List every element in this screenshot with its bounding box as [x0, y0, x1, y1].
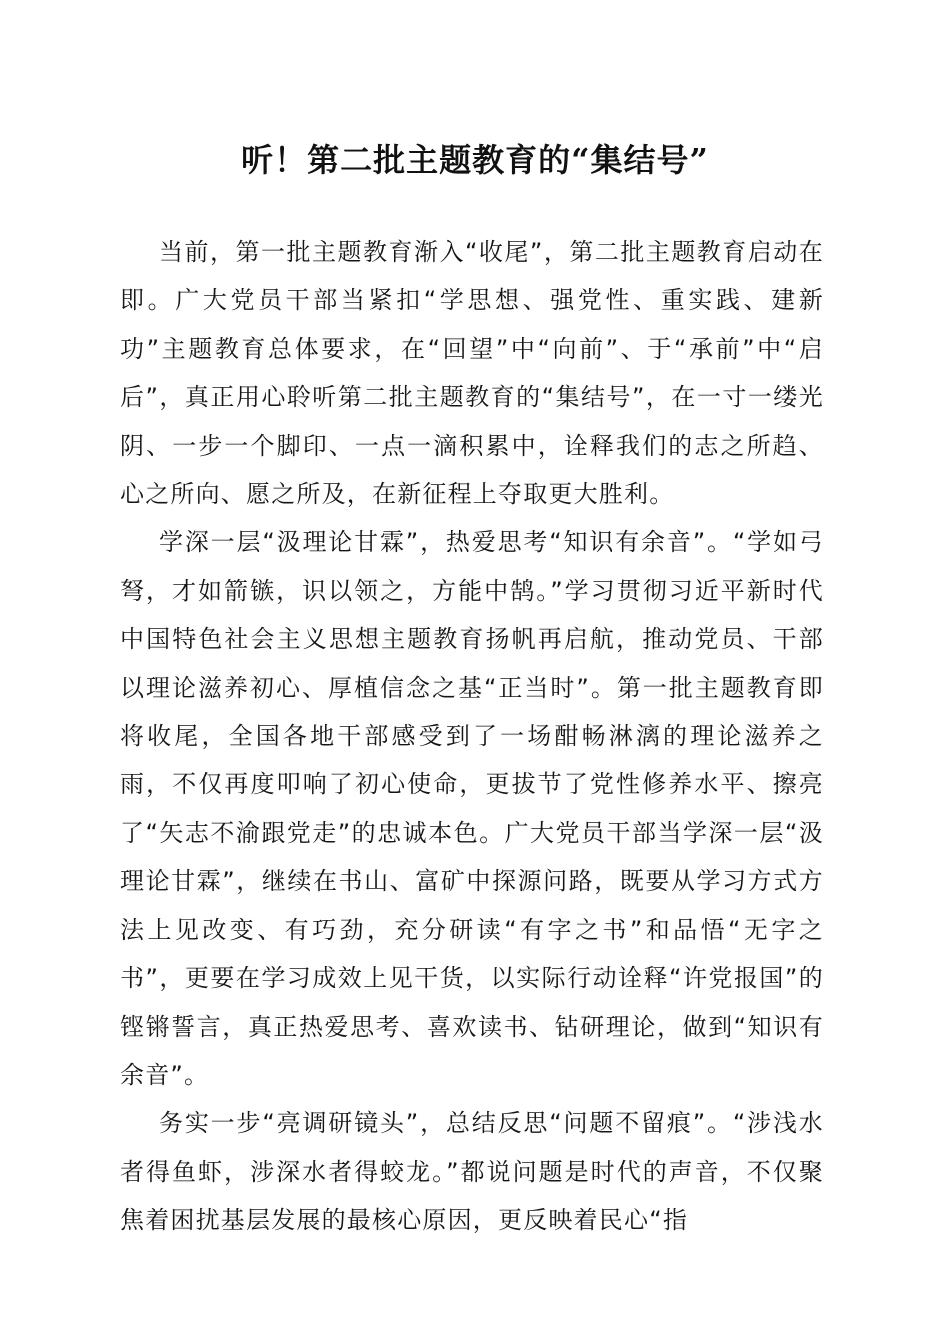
document-body [120, 228, 824, 1245]
paragraph-intro: 当前，第一批主题教育渐入“收尾”，第二批主题教育启动在即。广大党员干部当紧扣“学思想、强党性、重实践、建新功”主题教育总体要求，在“回望”中“向前”、于“承前”中“启后”，真正用心聆听第二批主题教育的“集结号”，在一寸一缕光阴、一步一个脚印、一点一滴积累中，诠释我们的志之所趋、心之所向、愿之所及，在新征程上夺取更大胜利。 [120, 238, 824, 509]
paragraph-study-theory: 学深一层“汲理论甘霖”，热爱思考“知识有余音”。“学如弓弩，才如箭镞，识以领之，方能中鹄。”学习贯彻习近平新时代中国特色社会主义思想主题教育扬帆再启航，推动党员、干部以理论滋养初心、厚植信念之基“正当时”。第一批主题教育即将收尾，全国各地干部感受到了一场酣畅淋漓的理论滋养之雨，不仅再度叩响了初心使命，更拔节了党性修养水平、擦亮了“矢志不渝跟党走”的忠诚本色。广大党员干部当学深一层“汲理论甘霖”，继续在书山、富矿中探源问路，既要从学习方式方法上见改变、有巧劲，充分研读“有字之书”和品悟“无字之书”，更要在学习成效上见干货，以实际行动诠释“许党报国”的铿锵誓言，真正热爱思考、喜欢读书、钻研理论，做到“知识有余音”。 [120, 528, 824, 1089]
paragraph-practical-research: 务实一步“亮调研镜头”，总结反思“问题不留痕”。“涉浅水者得鱼虾，涉深水者得蛟龙。”都说问题是时代的声音，不仅聚焦着困扰基层发展的最核心原因，更反映着民心“指 [120, 1109, 824, 1235]
document-title: 听！第二批主题教育的“集结号” [241, 141, 709, 179]
